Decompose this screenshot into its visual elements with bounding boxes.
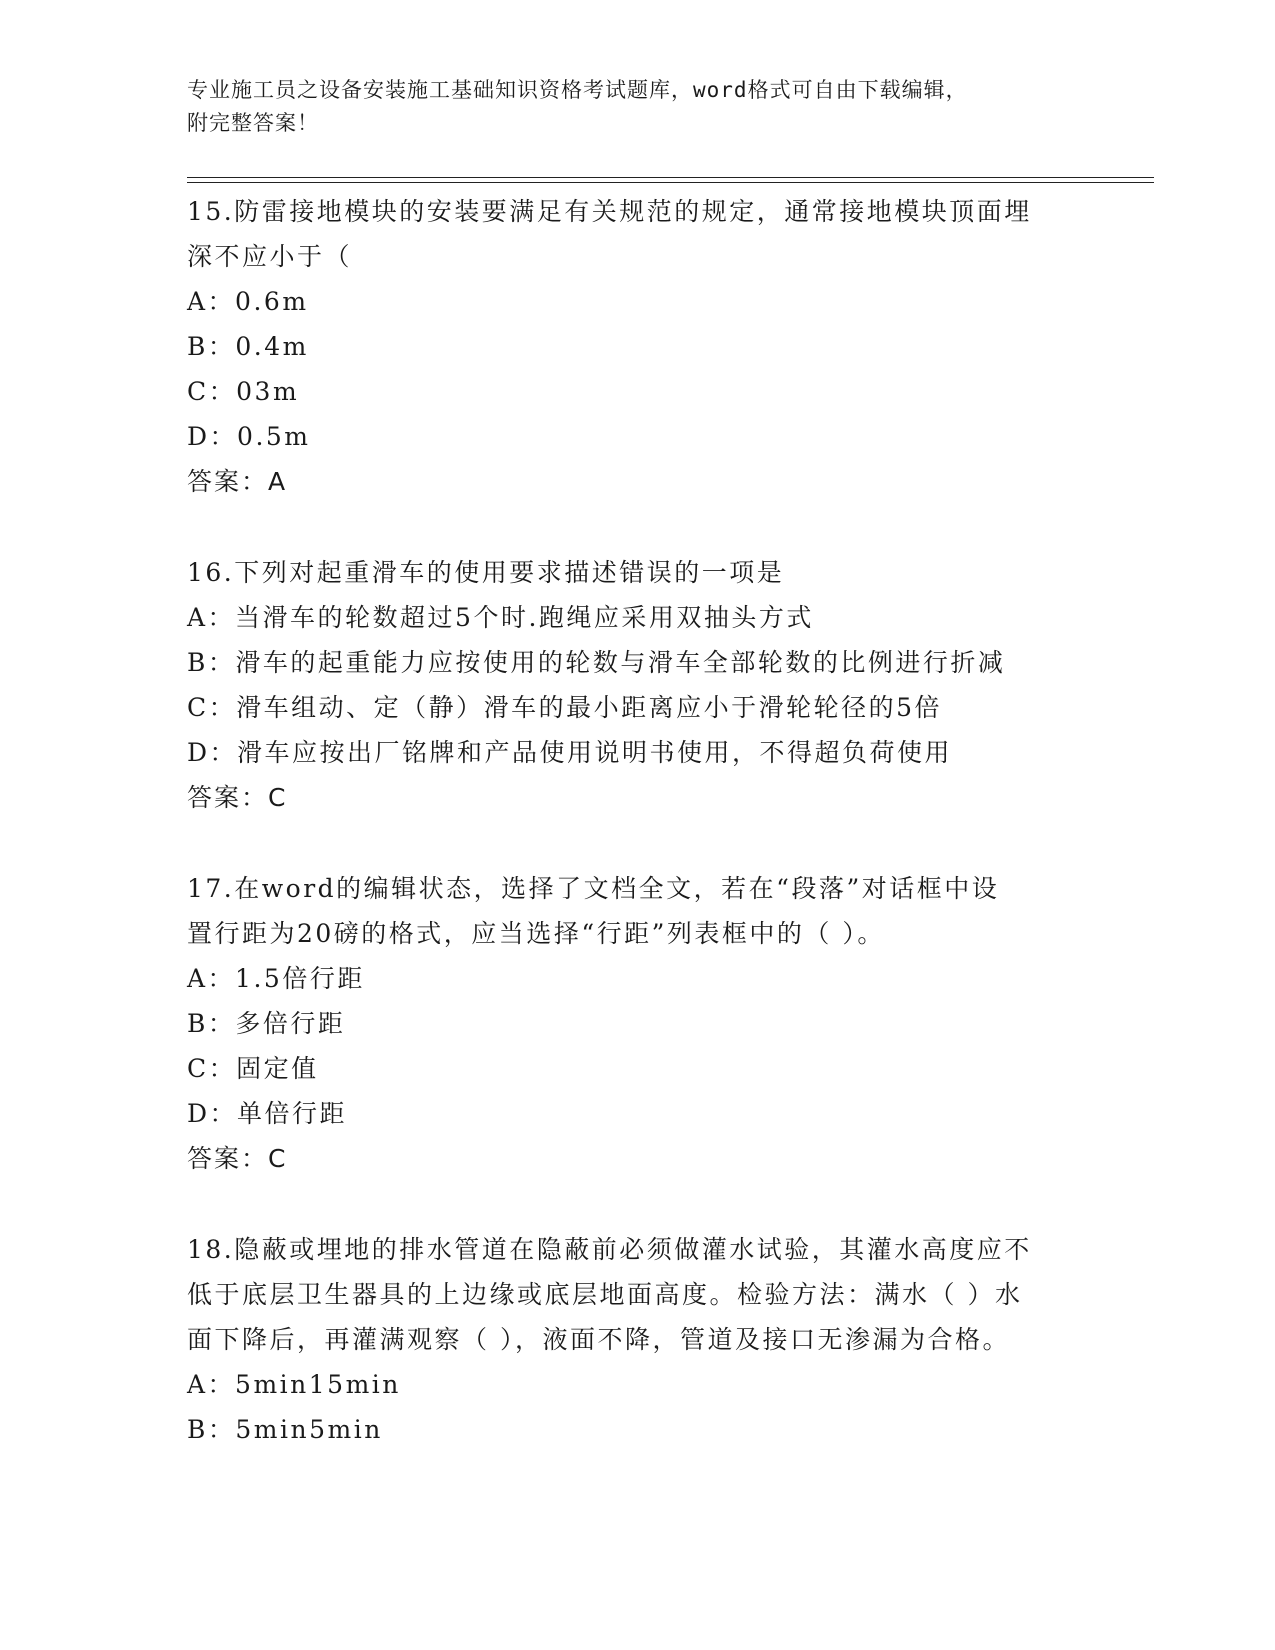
- option-b: B：0.4m: [187, 332, 309, 361]
- question-stem-line: 面下降后，再灌满观察（ ），液面不降，管道及接口无渗漏为合格。: [187, 1325, 1010, 1354]
- question-stem-line: 深不应小于（: [187, 242, 353, 271]
- option-b: B：多倍行距: [187, 1009, 346, 1038]
- option-d: D：0.5m: [187, 422, 311, 451]
- answer-line: 答案：A: [187, 467, 288, 496]
- question-stem-line: 17.在word的编辑状态，选择了文档全文，若在“段落”对话框中设: [187, 874, 1000, 903]
- option-c: C：滑车组动、定（静）滑车的最小距离应小于滑轮轮径的5倍: [187, 693, 943, 722]
- question-stem-line: 16.下列对起重滑车的使用要求描述错误的一项是: [187, 558, 785, 587]
- question-stem-line: 低于底层卫生器具的上边缘或底层地面高度。检验方法：满水（ ）水: [187, 1280, 1023, 1309]
- option-a: A：当滑车的轮数超过5个时.跑绳应采用双抽头方式: [187, 603, 814, 632]
- question-18: [187, 1227, 1087, 1452]
- header-divider-bottom: [187, 182, 1154, 183]
- question-stem-line: 18.隐蔽或埋地的排水管道在隐蔽前必须做灌水试验，其灌水高度应不: [187, 1235, 1032, 1264]
- option-a: A：5min15min: [187, 1370, 401, 1399]
- option-b: B：5min5min: [187, 1415, 383, 1444]
- option-a: A：1.5倍行距: [187, 964, 365, 993]
- question-spacer: [187, 1181, 1087, 1227]
- question-stem-line: 置行距为20磅的格式，应当选择“行距”列表框中的（ ）。: [187, 919, 885, 948]
- answer-line: 答案：C: [187, 783, 288, 812]
- header-line-2: 附完整答案！: [187, 111, 319, 135]
- option-d: D：单倍行距: [187, 1099, 348, 1128]
- option-c: C：固定值: [187, 1054, 319, 1083]
- header-divider-top: [187, 177, 1154, 178]
- option-a: A：0.6m: [187, 287, 309, 316]
- header-line-1: 专业施工员之设备安装施工基础知识资格考试题库，word格式可自由下载编辑，: [187, 78, 968, 102]
- question-spacer: [187, 504, 1087, 550]
- question-list: [187, 189, 1087, 1452]
- document-header: [187, 74, 1067, 140]
- question-15: [187, 189, 1087, 504]
- question-stem-line: 15.防雷接地模块的安装要满足有关规范的规定，通常接地模块顶面埋: [187, 197, 1032, 226]
- question-16: [187, 550, 1087, 820]
- option-c: C：03m: [187, 377, 300, 406]
- option-d: D：滑车应按出厂铭牌和产品使用说明书使用，不得超负荷使用: [187, 738, 953, 767]
- option-b: B：滑车的起重能力应按使用的轮数与滑车全部轮数的比例进行折减: [187, 648, 1006, 677]
- answer-line: 答案：C: [187, 1144, 288, 1173]
- question-17: [187, 866, 1087, 1181]
- question-spacer: [187, 820, 1087, 866]
